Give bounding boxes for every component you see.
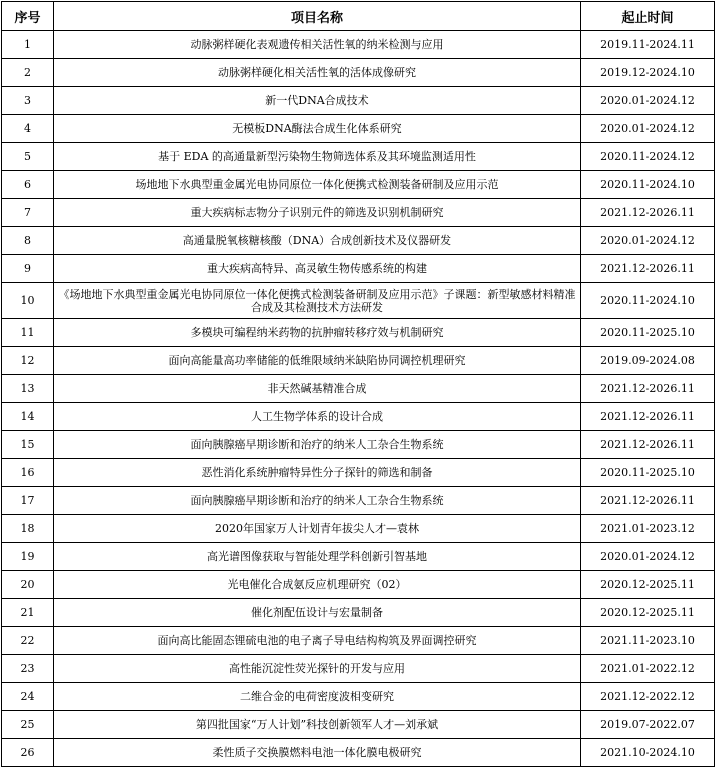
table-row <box>2 627 715 655</box>
row-period: 2020.01-2024.12 <box>581 227 715 255</box>
row-project-name: 新一代DNA合成技术 <box>54 87 581 115</box>
table-row <box>2 739 715 767</box>
row-project-name: 面向胰腺癌早期诊断和治疗的纳米人工杂合生物系统 <box>54 487 581 515</box>
row-period: 2020.11-2024.12 <box>581 143 715 171</box>
row-index: 22 <box>2 627 54 655</box>
row-project-name: 柔性质子交换膜燃料电池一体化膜电极研究 <box>54 739 581 767</box>
table-row <box>2 403 715 431</box>
row-project-name: 高通量脱氧核糖核酸（DNA）合成创新技术及仪器研发 <box>54 227 581 255</box>
row-period: 2021.01-2023.12 <box>581 515 715 543</box>
row-project-name: 人工生物学体系的设计合成 <box>54 403 581 431</box>
row-project-name: 高光谱图像获取与智能处理学科创新引智基地 <box>54 543 581 571</box>
row-index: 15 <box>2 431 54 459</box>
row-period: 2020.11-2024.10 <box>581 283 715 319</box>
table-row <box>2 459 715 487</box>
row-index: 7 <box>2 199 54 227</box>
table-row <box>2 255 715 283</box>
table-row <box>2 171 715 199</box>
row-period: 2020.12-2025.11 <box>581 571 715 599</box>
row-index: 18 <box>2 515 54 543</box>
row-project-name: 动脉粥样硬化相关活性氧的活体成像研究 <box>54 59 581 87</box>
table-row <box>2 515 715 543</box>
row-period: 2019.09-2024.08 <box>581 347 715 375</box>
row-project-name: 面向高比能固态锂硫电池的电子离子导电结构构筑及界面调控研究 <box>54 627 581 655</box>
table-row <box>2 115 715 143</box>
row-index: 14 <box>2 403 54 431</box>
row-index: 8 <box>2 227 54 255</box>
row-period: 2020.01-2024.12 <box>581 543 715 571</box>
row-project-name: 非天然碱基精准合成 <box>54 375 581 403</box>
table-row <box>2 543 715 571</box>
row-project-name: 恶性消化系统肿瘤特异性分子探针的筛选和制备 <box>54 459 581 487</box>
row-period: 2021.12-2022.12 <box>581 683 715 711</box>
row-index: 11 <box>2 319 54 347</box>
row-period: 2021.12-2026.11 <box>581 431 715 459</box>
table-row <box>2 571 715 599</box>
row-period: 2021.01-2022.12 <box>581 655 715 683</box>
row-period: 2020.01-2024.12 <box>581 115 715 143</box>
table-row <box>2 655 715 683</box>
header-period: 起止时间 <box>581 2 715 31</box>
row-index: 19 <box>2 543 54 571</box>
row-period: 2020.11-2024.10 <box>581 171 715 199</box>
row-index: 25 <box>2 711 54 739</box>
row-period: 2020.01-2024.12 <box>581 87 715 115</box>
row-index: 2 <box>2 59 54 87</box>
row-index: 10 <box>2 283 54 319</box>
table-row <box>2 143 715 171</box>
row-project-name: 多模块可编程纳米药物的抗肿瘤转移疗效与机制研究 <box>54 319 581 347</box>
row-project-name: 动脉粥样硬化表观遗传相关活性氧的纳米检测与应用 <box>54 31 581 59</box>
row-project-name: 面向胰腺癌早期诊断和治疗的纳米人工杂合生物系统 <box>54 431 581 459</box>
row-project-name: 2020年国家万人计划青年拔尖人才—袁林 <box>54 515 581 543</box>
row-project-name: 面向高能量高功率储能的低维限域纳米缺陷协同调控机理研究 <box>54 347 581 375</box>
row-index: 23 <box>2 655 54 683</box>
row-index: 16 <box>2 459 54 487</box>
table-row <box>2 711 715 739</box>
row-period: 2021.10-2024.10 <box>581 739 715 767</box>
table-row <box>2 59 715 87</box>
table-row <box>2 87 715 115</box>
row-project-name: 场地地下水典型重金属光电协同原位一体化便携式检测装备研制及应用示范 <box>54 171 581 199</box>
row-index: 9 <box>2 255 54 283</box>
row-project-name: 无模板DNA酶法合成生化体系研究 <box>54 115 581 143</box>
header-index: 序号 <box>2 2 54 31</box>
table-row <box>2 599 715 627</box>
table-row <box>2 431 715 459</box>
projects-table <box>1 1 715 767</box>
row-index: 26 <box>2 739 54 767</box>
row-period: 2019.11-2024.11 <box>581 31 715 59</box>
table-row <box>2 347 715 375</box>
table-row <box>2 283 715 319</box>
row-period: 2020.11-2025.10 <box>581 459 715 487</box>
row-period: 2021.12-2026.11 <box>581 375 715 403</box>
row-index: 13 <box>2 375 54 403</box>
row-index: 21 <box>2 599 54 627</box>
row-index: 17 <box>2 487 54 515</box>
row-period: 2021.12-2026.11 <box>581 487 715 515</box>
table-row <box>2 227 715 255</box>
row-project-name: 催化剂配伍设计与宏量制备 <box>54 599 581 627</box>
row-index: 1 <box>2 31 54 59</box>
header-project-name: 项目名称 <box>54 2 581 31</box>
row-project-name: 光电催化合成氨反应机理研究（02） <box>54 571 581 599</box>
row-index: 4 <box>2 115 54 143</box>
row-period: 2020.11-2025.10 <box>581 319 715 347</box>
row-index: 12 <box>2 347 54 375</box>
row-project-name: 重大疾病高特异、高灵敏生物传感系统的构建 <box>54 255 581 283</box>
row-period: 2020.12-2025.11 <box>581 599 715 627</box>
row-project-name: 二维合金的电荷密度波相变研究 <box>54 683 581 711</box>
table-row <box>2 31 715 59</box>
row-index: 20 <box>2 571 54 599</box>
table-header-row <box>2 2 715 31</box>
table-row <box>2 319 715 347</box>
row-period: 2021.12-2026.11 <box>581 255 715 283</box>
table-row <box>2 487 715 515</box>
row-project-name: 高性能沉淀性荧光探针的开发与应用 <box>54 655 581 683</box>
row-index: 24 <box>2 683 54 711</box>
row-period: 2019.12-2024.10 <box>581 59 715 87</box>
table-row <box>2 199 715 227</box>
row-period: 2021.12-2026.11 <box>581 199 715 227</box>
row-project-name: 《场地地下水典型重金属光电协同原位一体化便携式检测装备研制及应用示范》子课题：新型敏感材料精准合成及其检测技术方法研发 <box>54 283 581 319</box>
row-index: 3 <box>2 87 54 115</box>
row-period: 2021.12-2026.11 <box>581 403 715 431</box>
row-index: 6 <box>2 171 54 199</box>
row-project-name: 重大疾病标志物分子识别元件的筛选及识别机制研究 <box>54 199 581 227</box>
row-period: 2019.07-2022.07 <box>581 711 715 739</box>
table-row <box>2 683 715 711</box>
table-row <box>2 375 715 403</box>
row-index: 5 <box>2 143 54 171</box>
row-project-name: 第四批国家“万人计划”科技创新领军人才—刘承斌 <box>54 711 581 739</box>
row-period: 2021.11-2023.10 <box>581 627 715 655</box>
row-project-name: 基于 EDA 的高通量新型污染物生物筛选体系及其环境监测适用性 <box>54 143 581 171</box>
